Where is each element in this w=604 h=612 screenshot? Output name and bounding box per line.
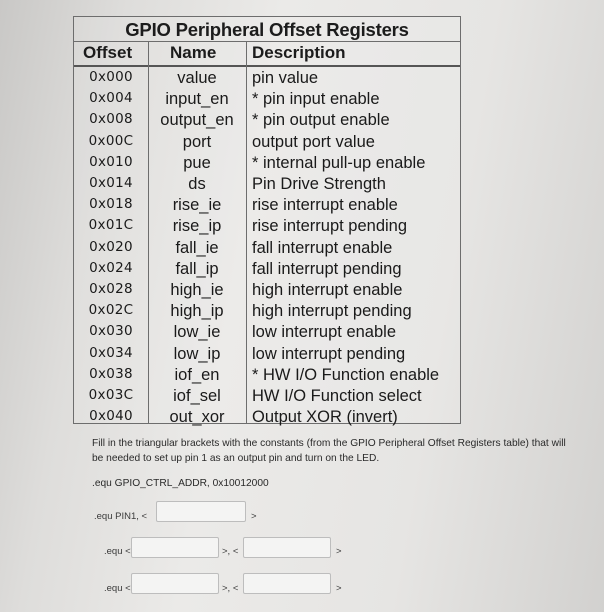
offset-cell: 0x02C: [88, 302, 134, 319]
name-cell: port: [182, 132, 212, 151]
bracket-close: >: [251, 511, 257, 522]
name-cell: iof_sel: [173, 387, 221, 405]
description-cell: low interrupt enable: [252, 323, 397, 342]
equ-line2-label: .equ <: [104, 546, 131, 557]
offset-cell: 0x024: [89, 259, 133, 276]
description-cell: Pin Drive Strength: [252, 175, 386, 193]
equ-pin1-label: .equ PIN1, <: [94, 511, 148, 522]
name-cell: rise_ie: [172, 196, 222, 215]
offset-cell: 0x034: [89, 344, 133, 361]
table-row: [74, 260, 460, 281]
table-row: [74, 408, 460, 429]
offset-cell: 0x000: [89, 69, 133, 85]
table-row: [74, 387, 460, 408]
pin1-value-input[interactable]: [156, 501, 246, 522]
description-cell: * HW I/O Function enable: [252, 365, 440, 384]
table-title: GPIO Peripheral Offset Registers: [125, 19, 409, 40]
name-cell: fall_ie: [175, 238, 219, 257]
description-cell: HW I/O Function select: [252, 387, 422, 405]
description-cell: * internal pull-up enable: [252, 153, 426, 172]
header-divider: [74, 65, 460, 67]
header-description: Description: [252, 43, 346, 62]
equ-line3-label: .equ <: [104, 583, 131, 594]
description-cell: * pin output enable: [252, 111, 390, 130]
name-cell: pue: [183, 153, 211, 172]
name-cell: value: [177, 69, 217, 87]
offset-cell: 0x030: [89, 323, 133, 340]
offset-cell: 0x004: [89, 90, 133, 107]
name-cell: low_ie: [173, 323, 221, 342]
bracket-close: >: [336, 546, 342, 557]
table-row: [74, 196, 460, 217]
name-cell: output_en: [160, 111, 234, 130]
name-cell: high_ie: [170, 281, 224, 299]
table-row: [74, 90, 460, 111]
description-cell: Output XOR (invert): [252, 408, 398, 427]
line3-value-input[interactable]: [243, 573, 331, 594]
description-cell: fall interrupt enable: [252, 238, 393, 257]
table-row: [74, 239, 460, 260]
description-cell: rise interrupt pending: [252, 217, 408, 236]
line2-name-input[interactable]: [131, 537, 219, 558]
header-name: Name: [170, 43, 217, 62]
offset-cell: 0x038: [89, 365, 133, 382]
name-cell: iof_en: [174, 365, 220, 384]
bracket-close: >: [336, 583, 342, 594]
description-cell: high interrupt pending: [252, 302, 412, 321]
table-row: [74, 323, 460, 344]
name-cell: rise_ip: [172, 217, 222, 236]
description-cell: pin value: [252, 69, 319, 87]
bracket-separator: >, <: [222, 546, 239, 557]
table-row: [74, 133, 460, 154]
offset-cell: 0x00C: [88, 132, 134, 149]
table-row: [74, 345, 460, 366]
offset-cell: 0x008: [89, 111, 133, 128]
offset-cell: 0x014: [89, 175, 133, 191]
header-offset: Offset: [83, 43, 133, 62]
table-row: [74, 69, 460, 90]
table-row: [74, 111, 460, 132]
name-cell: ds: [188, 175, 206, 193]
name-cell: out_xor: [169, 408, 225, 427]
table-row: [74, 366, 460, 387]
description-cell: fall interrupt pending: [252, 259, 402, 278]
line2-value-input[interactable]: [243, 537, 331, 558]
offset-cell: 0x010: [89, 153, 133, 170]
gpio-offset-table: [73, 16, 461, 427]
table-row: [74, 154, 460, 175]
table-row: [74, 217, 460, 238]
line3-name-input[interactable]: [131, 573, 219, 594]
title-divider: [74, 41, 460, 42]
offset-cell: 0x01C: [88, 217, 134, 234]
table-row: [74, 302, 460, 323]
name-cell: fall_ip: [175, 259, 219, 278]
bracket-separator: >, <: [222, 583, 239, 594]
table-row: [74, 175, 460, 196]
name-cell: low_ip: [173, 344, 221, 363]
offset-cell: 0x040: [89, 408, 133, 425]
name-cell: input_en: [165, 90, 229, 109]
description-cell: output port value: [252, 132, 375, 151]
description-cell: low interrupt pending: [252, 344, 406, 363]
offset-cell: 0x020: [89, 238, 133, 255]
instructions-text: Fill in the triangular brackets with the constants (from the GPIO Peripheral Offset Registers table) that will be needed to set up pin 1 as an output pin and turn on the LED.: [92, 438, 566, 464]
table-row: [74, 281, 460, 302]
description-cell: high interrupt enable: [252, 281, 403, 299]
offset-cell: 0x028: [89, 281, 133, 297]
offset-cell: 0x03C: [88, 387, 134, 403]
description-cell: * pin input enable: [252, 90, 380, 109]
offset-cell: 0x018: [89, 196, 133, 213]
name-cell: high_ip: [170, 302, 224, 321]
equ-ctrl-line: .equ GPIO_CTRL_ADDR, 0x10012000: [92, 478, 269, 489]
description-cell: rise interrupt enable: [252, 196, 398, 215]
